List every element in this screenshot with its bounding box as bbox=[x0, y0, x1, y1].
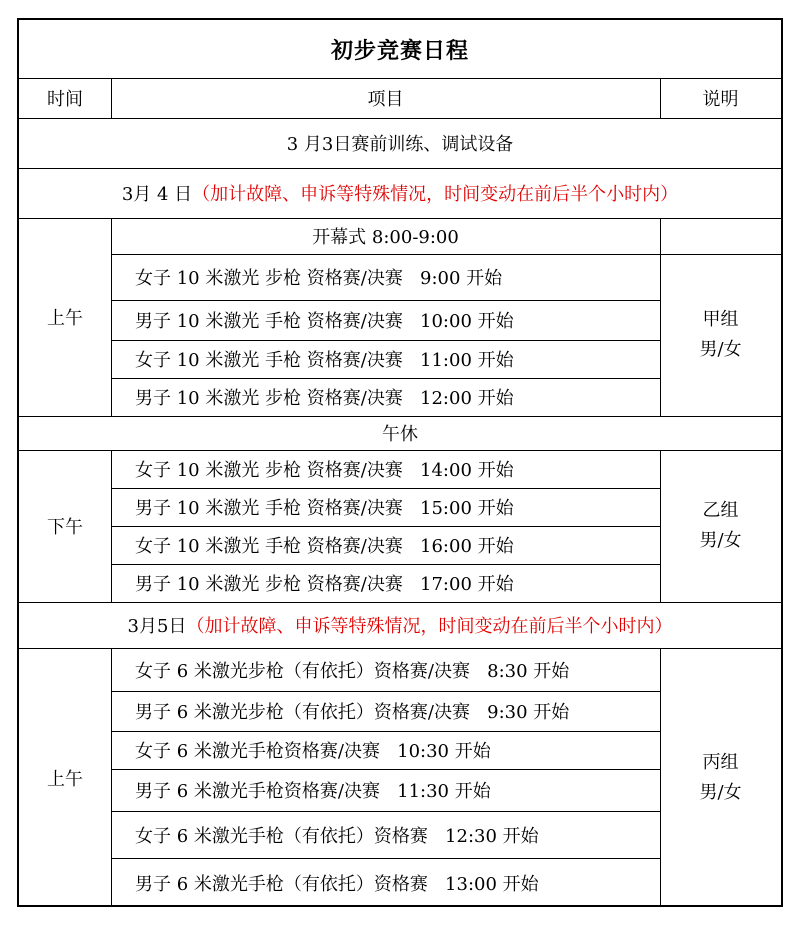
group-a-note bbox=[660, 254, 781, 416]
event-row: 女子 10 米激光 手枪 资格赛/决赛 16:00 开始 bbox=[135, 536, 514, 557]
event-row: 男子 6 米激光步枪（有依托）资格赛/决赛 9:30 开始 bbox=[135, 702, 570, 723]
day1-remark: （加计故障、申诉等特殊情况，时间变动在前后半个小时内） bbox=[192, 184, 679, 205]
day1-morning-time: 上午 bbox=[47, 308, 83, 329]
group-c-note bbox=[660, 648, 781, 907]
day1-afternoon-time: 下午 bbox=[47, 517, 83, 538]
opening-ceremony: 开幕式 8:00-9:00 bbox=[312, 227, 459, 248]
day2-header bbox=[19, 602, 781, 648]
event-row: 男子 10 米激光 手枪 资格赛/决赛 10:00 开始 bbox=[135, 311, 514, 332]
event-row: 女子 6 米激光手枪资格赛/决赛 10:30 开始 bbox=[135, 741, 491, 762]
event-row: 女子 10 米激光 步枪 资格赛/决赛 14:00 开始 bbox=[135, 460, 514, 481]
divider bbox=[111, 78, 112, 118]
group-gender: 男/女 bbox=[699, 339, 742, 360]
event-row: 男子 10 米激光 步枪 资格赛/决赛 12:00 开始 bbox=[135, 388, 514, 409]
event-row: 女子 10 米激光 步枪 资格赛/决赛 9:00 开始 bbox=[135, 268, 503, 289]
group-gender: 男/女 bbox=[699, 781, 742, 803]
day2-morning-time: 上午 bbox=[47, 768, 83, 790]
header-item: 项目 bbox=[367, 89, 404, 110]
day1-header bbox=[19, 168, 781, 218]
event-row: 女子 10 米激光 手枪 资格赛/决赛 11:00 开始 bbox=[135, 350, 514, 371]
event-row: 男子 6 米激光手枪资格赛/决赛 11:30 开始 bbox=[135, 781, 491, 802]
group-name: 甲组 bbox=[702, 309, 739, 330]
header-note: 说明 bbox=[702, 89, 739, 110]
divider bbox=[660, 78, 661, 118]
group-b-note bbox=[660, 450, 781, 602]
event-row: 男子 10 米激光 手枪 资格赛/决赛 15:00 开始 bbox=[135, 498, 514, 519]
pre-training-row: 3 月3日赛前训练、调试设备 bbox=[286, 134, 514, 155]
event-row: 男子 10 米激光 步枪 资格赛/决赛 17:00 开始 bbox=[135, 574, 514, 595]
header-time: 时间 bbox=[47, 89, 83, 110]
schedule-title: 初步竞赛日程 bbox=[330, 37, 469, 64]
group-name: 丙组 bbox=[702, 751, 739, 773]
group-gender: 男/女 bbox=[699, 530, 742, 551]
event-row: 男子 6 米激光手枪（有依托）资格赛 13:00 开始 bbox=[135, 873, 539, 895]
event-row: 女子 6 米激光手枪（有依托）资格赛 12:30 开始 bbox=[135, 825, 539, 847]
schedule-table bbox=[17, 18, 783, 907]
group-name: 乙组 bbox=[702, 500, 739, 521]
day1-date: 3月 4 日 bbox=[121, 184, 193, 205]
day2-date: 3月5日 bbox=[127, 616, 187, 637]
noon-break-row: 午休 bbox=[382, 424, 418, 445]
day2-remark: （加计故障、申诉等特殊情况，时间变动在前后半个小时内） bbox=[186, 616, 673, 637]
event-row: 女子 6 米激光步枪（有依托）资格赛/决赛 8:30 开始 bbox=[135, 660, 570, 682]
